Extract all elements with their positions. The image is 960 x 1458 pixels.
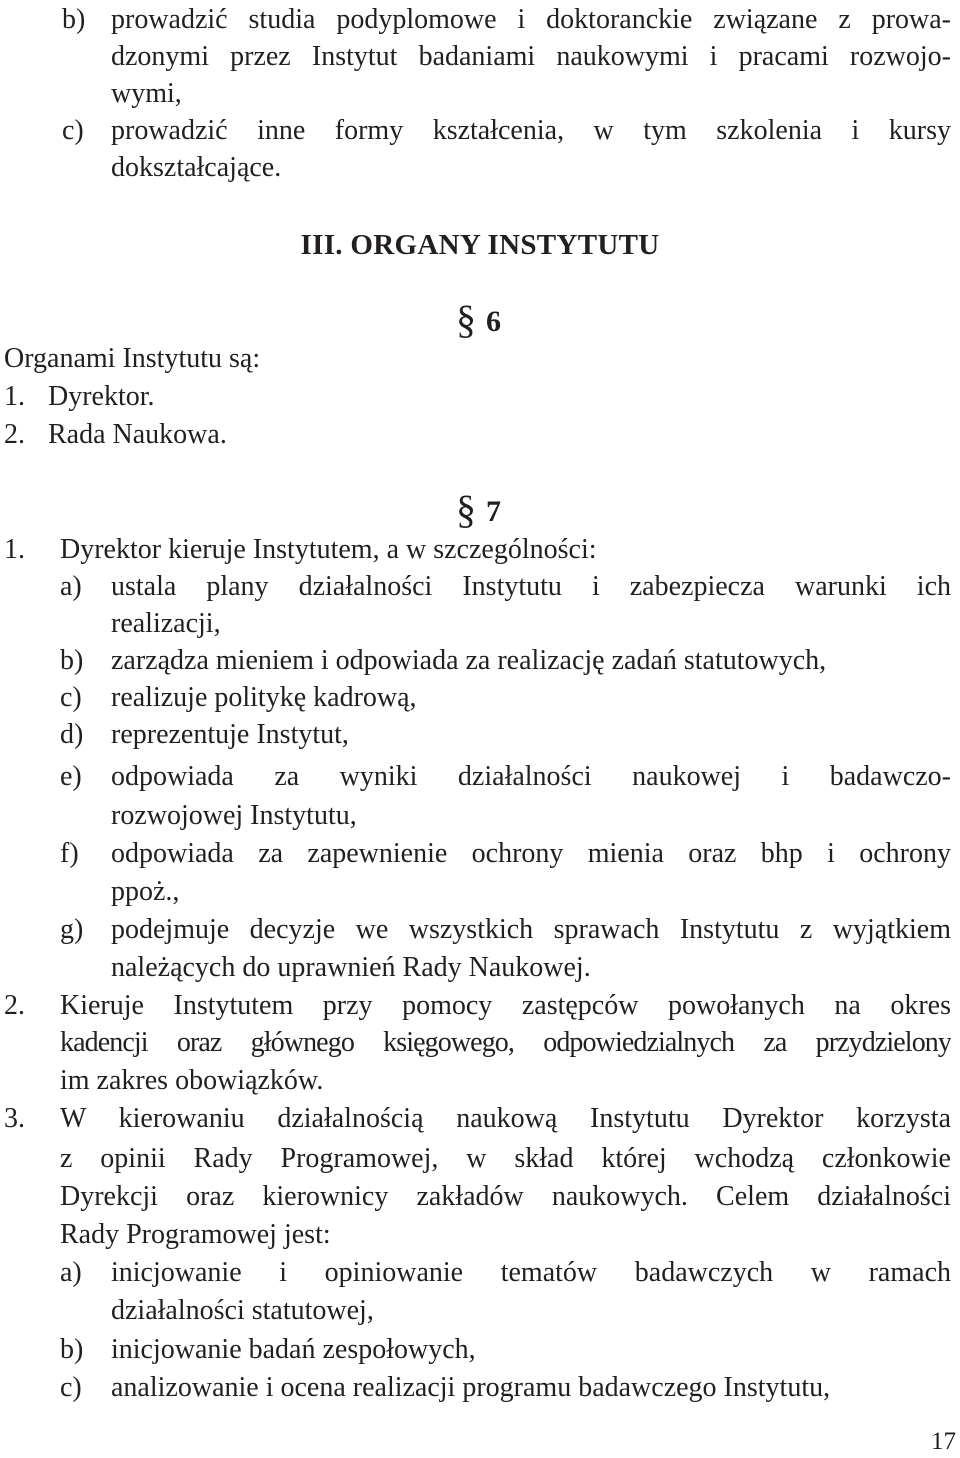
list-item-line: Rady Programowej jest: — [60, 1219, 331, 1250]
section-sign: § — [456, 487, 476, 532]
list-item-line: dokształcające. — [111, 152, 282, 183]
list-item-line: inicjowanie i opiniowanie tematów badawczych w ramach — [111, 1257, 951, 1288]
list-item-line: odpowiada za wyniki działalności naukowej i badawczo- — [111, 761, 951, 792]
paragraph-intro: Organami Instytutu są: — [4, 343, 261, 374]
list-item-line: podejmuje decyzje we wszystkich sprawach Instytutu z wyjątkiem — [111, 914, 951, 945]
list-item-line: kadencji oraz głównego księgowego, odpowiedzialnych za przydzielony — [60, 1027, 951, 1058]
list-item-line: analizowanie i ocena realizacji programu badawczego Instytutu, — [111, 1372, 831, 1403]
list-label: b) — [60, 1334, 84, 1365]
list-item-text: Dyrektor. — [48, 381, 155, 412]
list-label: 2. — [4, 990, 25, 1021]
list-item-line: inicjowanie badań zespołowych, — [111, 1334, 476, 1365]
list-label: c) — [60, 1372, 82, 1403]
list-item-line: rozwojowej Instytutu, — [111, 800, 357, 831]
list-item-line: dzonymi przez Instytut badaniami naukowymi i pracami rozwojo- — [111, 41, 951, 72]
list-item-line: im zakres obowiązków. — [60, 1065, 324, 1096]
list-label: 3. — [4, 1103, 25, 1134]
list-label: a) — [60, 1257, 82, 1288]
list-label: e) — [60, 761, 82, 792]
list-item-line: Kieruje Instytutem przy pomocy zastępców powołanych na okres — [60, 990, 951, 1021]
list-item-line: zarządza mieniem i odpowiada za realizację zadań statutowych, — [111, 645, 827, 676]
list-item-line: ustala plany działalności Instytutu i zabezpiecza warunki ich — [111, 571, 951, 602]
list-label: c) — [62, 115, 84, 146]
list-item-line: odpowiada za zapewnienie ochrony mienia oraz bhp i ochrony — [111, 838, 951, 869]
list-item-line: prowadzić studia podyplomowe i doktoranckie związane z prowa- — [111, 4, 951, 35]
list-label: c) — [60, 682, 82, 713]
list-item-text: Rada Naukowa. — [48, 419, 227, 450]
list-item-line: prowadzić inne formy kształcenia, w tym szkolenia i kursy — [111, 115, 951, 146]
list-item-line: działalności statutowej, — [111, 1295, 374, 1326]
list-item-line: reprezentuje Instytut, — [111, 719, 349, 750]
list-label: g) — [60, 914, 84, 945]
section-heading: III. ORGANY INSTYTUTU — [300, 229, 660, 261]
list-item-line: realizacji, — [111, 608, 221, 639]
list-label: f) — [60, 838, 79, 869]
list-item-line: wymi, — [111, 78, 182, 109]
list-item-line: Dyrekcji oraz kierownicy zakładów naukowych. Celem działalności — [60, 1181, 951, 1212]
list-item-line: ppoż., — [111, 876, 180, 907]
paragraph-mark-6 — [456, 297, 501, 342]
page-number: 17 — [931, 1428, 956, 1455]
list-label: b) — [60, 645, 84, 676]
list-label: a) — [60, 571, 82, 602]
section-sign: § — [456, 297, 476, 342]
list-item-line: realizuje politykę kadrową, — [111, 682, 417, 713]
list-label: 1. — [4, 381, 25, 412]
list-item-text: Dyrektor kieruje Instytutem, a w szczególności: — [60, 534, 597, 565]
paragraph-number: 7 — [486, 495, 501, 528]
list-label: 2. — [4, 419, 25, 450]
list-label: d) — [60, 719, 84, 750]
list-label: b) — [62, 4, 86, 35]
list-item-line: W kierowaniu działalnością naukową Instytutu Dyrektor korzysta — [60, 1103, 951, 1134]
list-item-line: należących do uprawnień Rady Naukowej. — [111, 952, 591, 983]
paragraph-mark-7 — [456, 487, 501, 532]
paragraph-number: 6 — [486, 305, 501, 338]
list-label: 1. — [4, 534, 25, 565]
list-item-line: z opinii Rady Programowej, w skład której wchodzą członkowie — [60, 1143, 951, 1174]
